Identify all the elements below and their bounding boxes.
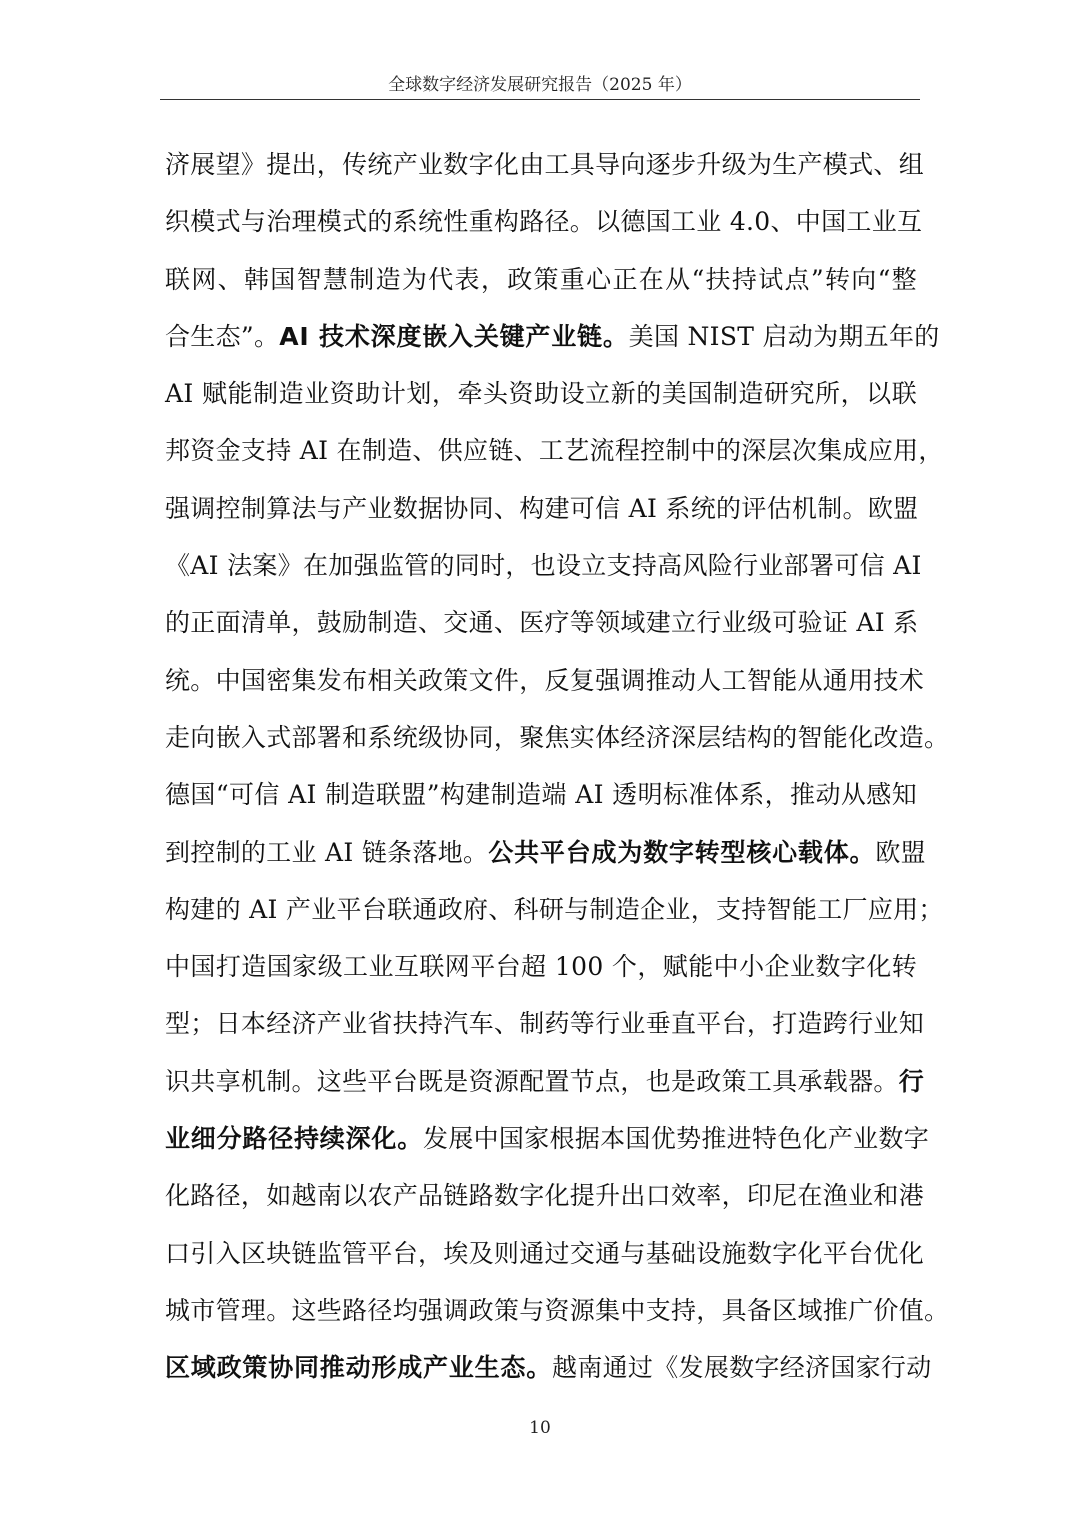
text-line [165, 136, 925, 193]
body-text [165, 136, 950, 1397]
page-number: 10 [529, 1418, 551, 1438]
body-text-segment: 强调控制算法与产业数据协同、构建可信 AI 系统的评估机制。欧盟 [165, 493, 919, 523]
text-line [165, 1282, 950, 1339]
text-line [165, 652, 925, 709]
text-line [165, 824, 926, 881]
running-header: 全球数字经济发展研究报告（2025 年） [388, 75, 692, 95]
body-text-segment: 济展望》提出，传统产业数字化由工具导向逐步升级为生产模式、组 [165, 150, 925, 179]
body-text-segment: 越南通过《发展数字经济国家行动 [552, 1353, 932, 1383]
text-line [165, 193, 923, 250]
header-divider [160, 99, 920, 100]
body-text-segment: 欧盟 [875, 837, 926, 867]
body-text-segment: 走向嵌入式部署和系统级协同，聚焦实体经济深层结构的智能化改造。 [165, 722, 950, 752]
body-text-segment: AI 赋能制造业资助计划，牵头资助设立新的美国制造研究所，以联 [165, 379, 917, 409]
text-line [165, 1225, 925, 1282]
text-line [165, 938, 917, 995]
body-text-segment: 构建的 AI 产业平台联通政府、科研与制造企业，支持智能工厂应用； [165, 894, 944, 924]
text-line [165, 1339, 932, 1396]
text-line [165, 365, 917, 422]
body-text-segment: 化路径，如越南以农产品链路数字化提升出口效率，印尼在渔业和港 [165, 1181, 925, 1211]
body-text-segment: 《AI 法案》在加强监管的同时，也设立支持高风险行业部署可信 AI [165, 551, 922, 581]
text-line [165, 422, 944, 479]
body-text-segment: 联网、韩国智慧制造为代表，政策重心正在从“扶持试点”转向“整 [165, 264, 917, 294]
body-text-segment: 城市管理。这些路径均强调政策与资源集中支持，具备区域推广价值。 [165, 1295, 950, 1325]
body-text-segment: 到控制的工业 AI 链条落地。 [165, 837, 489, 867]
text-line [165, 766, 917, 823]
text-line [165, 480, 917, 537]
body-text-segment: 邦资金支持 AI 在制造、供应链、工艺流程控制中的深层次集成应用， [165, 436, 944, 466]
text-line [165, 537, 922, 594]
body-text-segment: 口引入区块链监管平台，埃及则通过交通与基础设施数字化平台优化 [165, 1238, 925, 1268]
body-text-segment: 发展中国家根据本国优势推进特色化产业数字 [423, 1124, 930, 1154]
text-line [165, 709, 950, 766]
body-text-segment: 统。中国密集发布相关政策文件，反复强调推动人工智能从通用技术 [165, 665, 925, 695]
bold-heading-text: 公共平台成为数字转型核心载体。 [488, 837, 876, 867]
body-text-segment: 中国打造国家级工业互联网平台超 100 个，赋能中小企业数字化转 [165, 952, 917, 982]
bold-heading-text: 业细分路径持续深化。 [165, 1124, 424, 1154]
text-line [165, 251, 917, 308]
text-line [165, 995, 925, 1052]
text-line [165, 594, 917, 651]
text-line [165, 881, 944, 938]
body-text-segment: 美国 NIST 启动为期五年的 [628, 321, 940, 351]
body-text-segment: 识共享机制。这些平台既是资源配置节点，也是政策工具承载器。 [165, 1066, 899, 1096]
body-text-segment: 的正面清单，鼓励制造、交通、医疗等领域建立行业级可验证 AI 系 [165, 608, 919, 638]
text-line [165, 1167, 925, 1224]
bold-heading-text: AI 技术深度嵌入关键产业链。 [279, 321, 629, 351]
text-line [165, 308, 940, 365]
body-text-segment: 型；日本经济产业省扶持汽车、制药等行业垂直平台，打造跨行业知 [165, 1009, 925, 1039]
text-line [165, 1053, 925, 1110]
body-text-segment: 德国“可信 AI 制造联盟”构建制造端 AI 透明标准体系，推动从感知 [165, 780, 917, 810]
body-text-segment: 合生态”。 [165, 321, 280, 351]
bold-heading-text: 行 [898, 1066, 925, 1096]
text-line [165, 1110, 930, 1167]
bold-heading-text: 区域政策协同推动形成产业生态。 [165, 1353, 553, 1383]
body-text-segment: 织模式与治理模式的系统性重构路径。以德国工业 4.0、中国工业互 [165, 207, 923, 237]
